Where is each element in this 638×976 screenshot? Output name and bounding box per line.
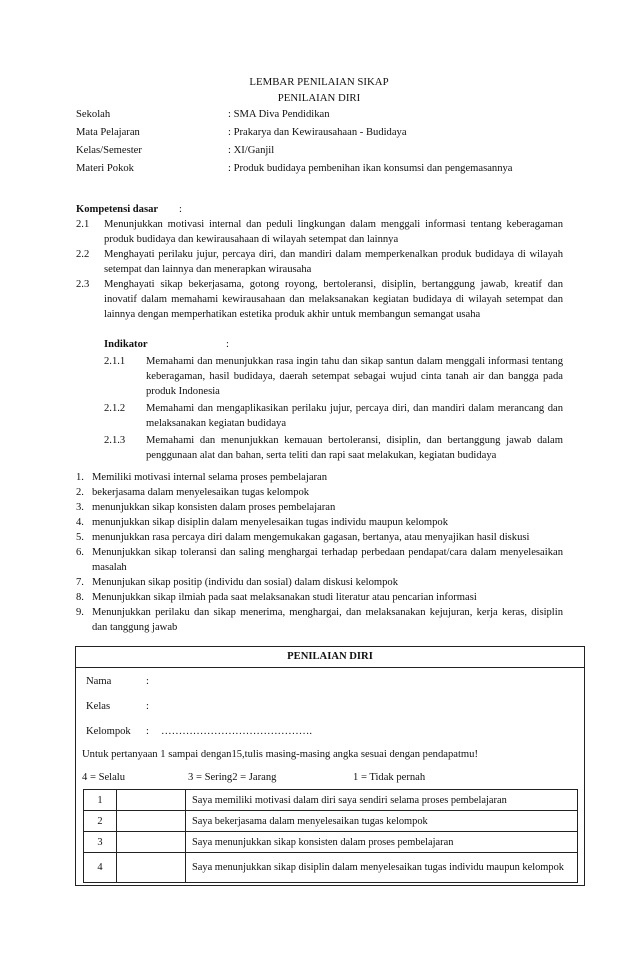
table-row — [84, 853, 578, 883]
field-label: Kelompok — [86, 726, 131, 737]
indikator-section — [104, 337, 563, 463]
document-title — [0, 74, 638, 106]
answer-cell[interactable] — [117, 811, 186, 832]
kompetensi-heading — [76, 202, 563, 217]
list-text: Memiliki motivasi internal selama proses pembelajaran — [92, 472, 328, 483]
kompetensi-text: Menunjukkan motivasi internal dan peduli lingkungan dalam menggali informasi tentang keberagaman produk budidaya dan kewirausahaan di wilayah setempat dan lainnya — [104, 219, 563, 245]
form-title: PENILAIAN DIRI — [76, 647, 584, 668]
title-line-2: PENILAIAN DIRI — [277, 92, 361, 104]
indikator-item — [104, 354, 563, 399]
kompetensi-colon: : — [179, 204, 182, 215]
question-text: Saya memiliki motivasi dalam diri saya sendiri selama proses pembelajaran — [186, 790, 578, 811]
indikator-number: 2.1.1 — [104, 356, 126, 367]
list-number: 1. — [76, 472, 84, 483]
list-number: 6. — [76, 547, 84, 558]
list-item — [76, 485, 563, 500]
scale-option: 4 = Selalu — [82, 772, 126, 783]
list-item — [76, 575, 563, 590]
identity-label: Materi Pokok — [76, 163, 134, 174]
indikator-heading — [104, 337, 563, 352]
identity-value: : XI/Ganjil — [228, 145, 275, 156]
indikator-text: Memahami dan menunjukkan rasa ingin tahu dan sikap santun dalam menggali informasi tentang keberagaman, hasil budidaya, daerah setempat sebagai wujud cinta tanah air dan bangga pada produk Indonesia — [146, 356, 563, 397]
objectives-list — [76, 470, 563, 635]
list-number: 4. — [76, 517, 84, 528]
kompetensi-number: 2.1 — [76, 219, 90, 230]
identity-row-class — [76, 143, 576, 161]
kompetensi-text: Menghayati sikap bekerjasama, gotong royong, bertoleransi, disiplin, bertanggung jawab, kreatif dan inovatif dalam memahami kewirausahaan dan melaksanakan kegiatan budidaya di wilayah setempat dan lainnya dengan memperhatikan estetika produk akhir untuk membangun semangat usaha — [104, 279, 563, 320]
identity-value: : Prakarya dan Kewirausahaan - Budidaya — [228, 127, 407, 138]
list-item — [76, 470, 563, 485]
kompetensi-number: 2.3 — [76, 279, 90, 290]
kompetensi-item — [76, 217, 563, 247]
question-number: 3 — [84, 832, 117, 853]
field-colon: : — [146, 701, 149, 712]
kompetensi-number: 2.2 — [76, 249, 90, 260]
field-label: Kelas — [86, 701, 111, 712]
question-number: 4 — [84, 853, 117, 883]
list-number: 5. — [76, 532, 84, 543]
answer-cell[interactable] — [117, 853, 186, 883]
field-colon: : — [146, 726, 149, 737]
table-row — [84, 790, 578, 811]
list-item — [76, 500, 563, 515]
list-item — [76, 605, 563, 635]
list-text: Menunjukan sikap positip (individu dan sosial) dalam diskusi kelompok — [92, 577, 399, 588]
question-text: Saya bekerjasama dalam menyelesaikan tugas kelompok — [186, 811, 578, 832]
list-text: Menunjukkan sikap ilmiah pada saat melaksanakan studi literatur atau pencarian informasi — [92, 592, 477, 603]
identity-value: : Produk budidaya pembenihan ikan konsumsi dan pengemasannya — [228, 163, 513, 174]
identity-label: Sekolah — [76, 109, 111, 120]
indikator-item — [104, 401, 563, 431]
identity-label: Mata Pelajaran — [76, 127, 140, 138]
form-instruction: Untuk pertanyaan 1 sampai dengan15,tulis masing-masing angka sesuai dengan pendapatmu! — [82, 749, 478, 760]
list-number: 7. — [76, 577, 84, 588]
list-text: menunjukkan sikap disiplin dalam menyelesaikan tugas individu maupun kelompok — [92, 517, 449, 528]
list-item — [76, 590, 563, 605]
scale-option: 1 = Tidak pernah — [353, 772, 426, 783]
identity-label: Kelas/Semester — [76, 145, 142, 156]
question-text: Saya menunjukkan sikap disiplin dalam menyelesaikan tugas individu maupun kelompok — [186, 853, 578, 883]
list-text: Menunjukkan sikap toleransi dan saling menghargai terhadap perbedaan pendapat/cara dalam menyelesaikan masalah — [92, 547, 563, 573]
list-item — [76, 545, 563, 575]
indikator-text: Memahami dan mengaplikasikan perilaku jujur, percaya diri, dan mandiri dalam merancang dan melaksanakan kegiatan budidaya — [146, 403, 563, 429]
indikator-colon: : — [226, 339, 229, 350]
list-number: 2. — [76, 487, 84, 498]
list-number: 9. — [76, 607, 84, 618]
list-number: 3. — [76, 502, 84, 513]
list-item — [76, 530, 563, 545]
list-text: Menunjukkan perilaku dan sikap menerima, menghargai, dan melaksanakan kejujuran, kerja keras, disiplin dan tanggung jawab — [92, 607, 563, 633]
question-text: Saya menunjukkan sikap konsisten dalam proses pembelajaran — [186, 832, 578, 853]
list-number: 8. — [76, 592, 84, 603]
questions-table — [83, 789, 578, 883]
identity-row-topic — [76, 161, 576, 179]
list-item — [76, 515, 563, 530]
list-text: menunjukkan rasa percaya diri dalam mengemukakan gagasan, bertanya, atau menyajikan hasil diskusi — [92, 532, 530, 543]
field-label: Nama — [86, 676, 112, 687]
identity-row-subject — [76, 125, 576, 143]
indikator-item — [104, 433, 563, 463]
field-value[interactable]: ……………………………………. — [161, 726, 312, 737]
indikator-heading-text: Indikator — [104, 339, 148, 350]
table-row — [84, 832, 578, 853]
identity-row-school — [76, 107, 576, 125]
identity-value: : SMA Diva Pendidikan — [228, 109, 330, 120]
question-number: 1 — [84, 790, 117, 811]
kompetensi-heading-text: Kompetensi dasar — [76, 204, 159, 215]
kompetensi-item — [76, 247, 563, 277]
kompetensi-text: Menghayati perilaku jujur, percaya diri, dan mandiri dalam memperkenalkan produk budidaya di wilayah setempat dan lainnya dan menerapkan wirausaha — [104, 249, 563, 275]
question-number: 2 — [84, 811, 117, 832]
table-row — [84, 811, 578, 832]
kompetensi-item — [76, 277, 563, 322]
indikator-number: 2.1.2 — [104, 403, 126, 414]
scale-option: 3 = Sering2 = Jarang — [188, 772, 277, 783]
field-colon: : — [146, 676, 149, 687]
indikator-text: Memahami dan menunjukkan kemauan bertoleransi, disiplin, dan bertanggung jawab dalam penggunaan alat dan bahan, serta teliti dan rapi saat melakukan, kegiatan budidaya — [146, 435, 563, 461]
title-line-1: LEMBAR PENILAIAN SIKAP — [249, 76, 389, 88]
identity-block — [76, 107, 576, 179]
answer-cell[interactable] — [117, 832, 186, 853]
kompetensi-section — [76, 202, 563, 322]
answer-cell[interactable] — [117, 790, 186, 811]
list-text: menunjukkan sikap konsisten dalam proses pembelajaran — [92, 502, 336, 513]
self-assessment-form — [75, 646, 585, 886]
list-text: bekerjasama dalam menyelesaikan tugas kelompok — [92, 487, 310, 498]
indikator-number: 2.1.3 — [104, 435, 126, 446]
